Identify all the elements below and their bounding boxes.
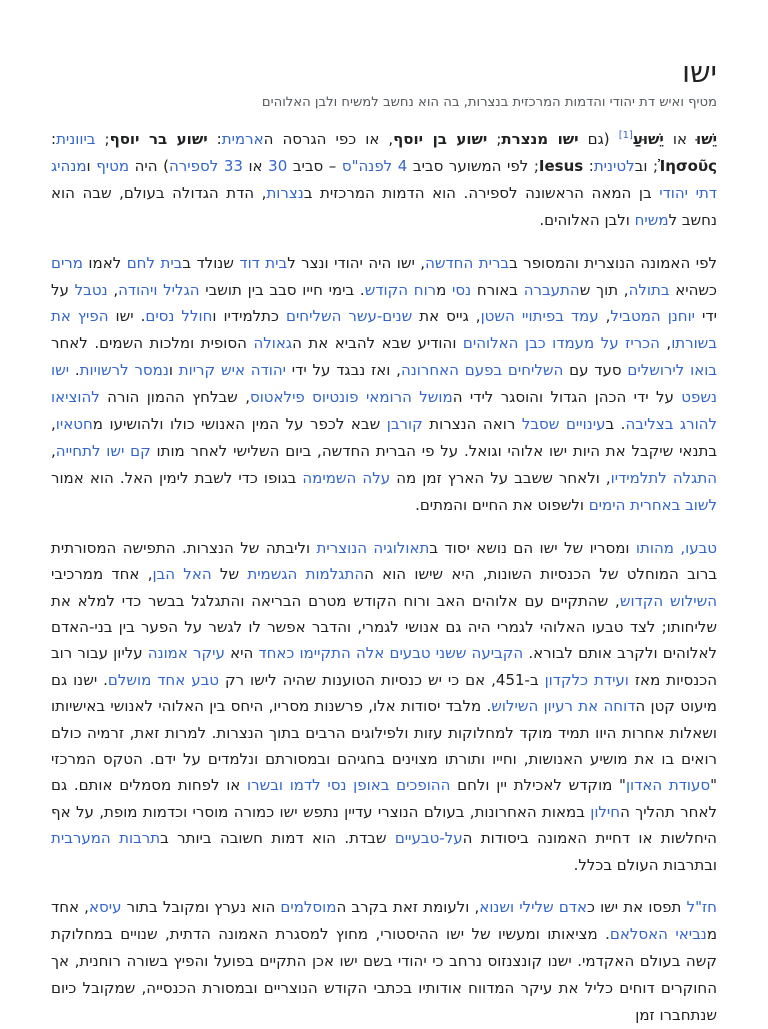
body-text: . בימי חייו סבב בין תושבי (199, 280, 365, 299)
body-text: , (659, 334, 672, 353)
body-text: היא (224, 644, 259, 663)
wiki-link[interactable]: הפיץ את בשורתו (51, 307, 717, 353)
body-text: או (242, 156, 269, 175)
wiki-link[interactable]: אדם שלילי ושנוא (479, 897, 587, 916)
body-text: , תוך ש (579, 280, 629, 299)
wiki-link[interactable]: בית דוד (239, 253, 288, 272)
wiki-link[interactable]: ביוונית (56, 130, 96, 148)
body-text: ; (95, 130, 110, 148)
wiki-link[interactable]: חז"ל (686, 897, 717, 916)
page-subtitle: מטיף ואיש דת יהודי והדמות המרכזית בנצרות, בה הוא נחשב למשיח ולבן האלוהים (261, 95, 717, 110)
wiki-link[interactable]: טבעו, מהותו (635, 538, 717, 557)
body-text: , או כפי הגרסה ה (263, 130, 394, 148)
wiki-link[interactable]: לטינית (593, 156, 635, 175)
body-text: , גייס את (412, 307, 481, 326)
body-text: ; (487, 130, 502, 148)
wiki-link[interactable]: ברית החדשה (425, 253, 510, 272)
wiki-link[interactable]: עמד בפיתויי השטן (480, 307, 599, 326)
body-text: , הדת הגדולה בעולם, שבה הוא נחשב ל (51, 183, 717, 229)
body-text: על ידי הכהן הגדול והוסגר לידי ה (452, 388, 682, 407)
body-text: : (207, 130, 222, 148)
body-text: , שהתקיים עם אלוהים האב ורוח הקודש מטרם הבריאה והתגלגל בבשר כדי למלא את שליחותו; לצד טבעו האלוהי לגמרי היה גם אנושי לגמרי, והדבר אפשר לו לגשר על הפער בין בני-האדם לאלוהים ולקרב אותם לבורא. (51, 591, 717, 663)
wiki-link[interactable]: משיח (634, 210, 669, 229)
body-text: עליון עבור רוב הכנסיות מאז (51, 644, 718, 689)
body-text: . מציאותו ומעשיו של ישו ההיסטורי, מחוץ למסגרת האמונה הדתית, שנויים במחלוקת קשה בעולם האקדמי. ישנו קונצנזוס נרחב כי יהודי בשם ישו אכן התקיים בפועל והפיץ בשורה רוחנית, אך החוקרים דוחים כליל את עיקר המדווח אודותיו בכתבי הקודש הנוצריים ובמסורת הכנסייה, שמקובל כיום שנתחברו זמן (51, 924, 717, 1024)
wiki-link[interactable]: קורבן (386, 415, 423, 434)
body-text: באורח (471, 280, 524, 299)
wiki-link[interactable]: 33 לספירה (169, 156, 243, 175)
body-text: , ולעומת זאת בקרב ה (336, 897, 480, 916)
body-text: לפי האמונה הנוצרית והמסופר ב (509, 253, 717, 272)
article-body (51, 126, 717, 1029)
body-text: סעד עם (563, 361, 628, 380)
body-text: מ (436, 280, 453, 299)
body-text: תפסו את ישו כ (587, 897, 687, 916)
wiki-link[interactable]: האל הבן (152, 565, 212, 584)
body-text: או (663, 130, 697, 148)
wiki-link[interactable]: נסי (452, 280, 472, 299)
bold-term: יֵשׁוּעַ (632, 130, 664, 148)
body-text: כתלמידיו ו (212, 307, 286, 326)
wiki-link[interactable]: מושל הרומאי פונטיוס פילאטוס (249, 388, 453, 407)
wiki-link[interactable]: סעודת האדון (625, 776, 711, 795)
wiki-link[interactable]: להוציאו להורג בצליבה (51, 388, 717, 434)
body-text: ולשפוט את החיים והמתים. (415, 495, 589, 514)
wiki-link[interactable]: מוסלמים (280, 897, 337, 916)
wiki-link[interactable]: ההופכים באופן נסי לדמו ובשרו (247, 776, 451, 795)
body-text: הסופית ומלכות השמים. לאחר (51, 334, 254, 353)
views-paragraph (51, 894, 717, 1029)
wiki-link[interactable]: עלה השמימה (302, 468, 391, 487)
body-text: ב-451, אם כי יש כנסיות הטוענות שהיה לישו רק (219, 670, 545, 689)
wiki-link[interactable]: יוחנן המטביל (610, 307, 696, 326)
body-text: . מלבד יסודות אלו, פרשנות מסריו, היחס בין האלוהי לאנושי באישיותו ושאלות אחרות היוו תמיד מוקד למחלוקות עזות ולפילוגים הרבים בתוך הנצרות. למרות זאת, זרמיה כולם רואים בו את מושיע האנושות, וחייו ותורתו מצוינים בחגיהם ובמסורתם ונלמדים על ידם. הטקס המרכזי " (51, 697, 718, 795)
wiki-link[interactable]: עיסא (88, 897, 122, 916)
wiki-link[interactable]: הכריז על מעמדו כבן האלוהים (462, 334, 660, 353)
wiki-link[interactable]: התעברה (523, 280, 580, 299)
wiki-link[interactable]: 30 (268, 156, 288, 175)
body-text: ; וב (634, 156, 659, 175)
body-text: והודיע שבא להביא את ה (292, 334, 463, 353)
wiki-link[interactable]: מנהיג דתי יהודי (51, 156, 717, 202)
wiki-link[interactable]: תרבות המערבית (51, 829, 161, 848)
body-text: , בתנאי שיקבל את היות ישו אלוהי וגואל. על פי הברית החדשה, ביום השלישי לאחר מותו (51, 415, 717, 460)
body-text: , שבלחץ ההמון הורה (99, 388, 250, 407)
body-text: שנולד ב (182, 253, 240, 272)
body-text: , ואז נבגד על ידי (286, 361, 401, 380)
body-text: . ב (605, 415, 626, 434)
page-title: ישו (682, 55, 717, 89)
wiki-link[interactable]: יהודה איש קריות (178, 361, 286, 380)
body-text: , (51, 441, 56, 460)
body-text: , אחד מ (51, 897, 718, 943)
wiki-link[interactable]: 4 לפנה"ס (341, 156, 408, 175)
wiki-link[interactable]: נמסר לרשויות (79, 361, 169, 380)
bold-term: ישוע בן יוסף (393, 130, 488, 148)
wiki-link[interactable]: השילוש הקדוש (619, 591, 717, 610)
wiki-link[interactable]: עיקר אמונה (147, 644, 225, 663)
body-text: וליבתה של הנצרות. התפישה המסורתית ברוב המוחלט של הכנסיות השונות, היא שישו הוא ה (51, 538, 717, 584)
body-text: על ידי (51, 280, 717, 326)
wiki-link[interactable]: רוח הקודש (364, 280, 437, 299)
body-text: ו (86, 156, 97, 175)
bold-term: ישו מנצרת (501, 130, 579, 148)
body-text: ומסריו של ישו הם נושא יסוד ב (429, 538, 636, 557)
body-text: , ישו היה יהודי ונצר ל (287, 253, 426, 272)
wiki-link[interactable]: מטיף (96, 156, 130, 175)
wiki-link[interactable]: שנים-עשר השליחים (285, 307, 413, 326)
wiki-link[interactable]: התגלה לתלמידיו (610, 468, 717, 487)
wiki-link[interactable]: לשוב באחרית הימים (588, 495, 717, 514)
theology-paragraph (51, 535, 717, 878)
body-text: , ולאחר ששבב על הארץ זמן מה (390, 468, 611, 487)
body-text: ; לפי המשוער סביב (407, 156, 539, 175)
wiki-link[interactable]: ועידת כלקדון (544, 670, 629, 689)
bold-term: יֵשׁוּ (696, 130, 717, 148)
wiki-link[interactable]: נביאי האסלאם (609, 924, 707, 943)
wiki-link[interactable]: בואו לירושלים (627, 361, 717, 380)
wiki-link[interactable]: מרים (51, 253, 83, 272)
bold-term: Ἰησοῦς (658, 156, 717, 175)
body-text: שבא לכפר על המין האנושי כולו ולהושיעו מ (92, 415, 387, 434)
body-text: ולבן האלוהים. (539, 210, 635, 229)
body-text: . ישו (108, 307, 146, 326)
beliefs-paragraph (51, 250, 717, 519)
body-text: או לפחות מסמלים אותם. גם לאחר תהליך ה (51, 776, 717, 821)
wiki-link[interactable]: חטאיו (55, 415, 93, 434)
body-text: הוא נערץ ומקובל בתור (121, 897, 281, 916)
body-text: במאות האחרונות, בעולם הנוצרי עדיין נתפש ישו כמורה מוסרי וכדמות מופת, על אף היחלשות או דחיית האמונה ביסודות ה (51, 802, 717, 848)
wiki-link[interactable]: הקביעה ששני טבעים אלה התקיימו כאחד (258, 644, 524, 663)
wiki-link[interactable]: חולל נסים (145, 307, 213, 326)
intro-paragraph (51, 126, 717, 234)
body-text: ) היה (129, 156, 169, 175)
body-text: ובתרבות העולם בכלל. (573, 855, 717, 874)
body-text: שבדת. הוא דמות חשובה ביותר ב (160, 829, 395, 848)
body-text: , (598, 307, 611, 326)
body-text: בן המאה הראשונה לספירה. הוא הדמות המרכזית ב (303, 183, 660, 202)
wiki-link[interactable]: תאולוגיה הנוצרית (316, 538, 430, 557)
bold-term: Iesus (538, 156, 584, 175)
body-text: . (69, 361, 80, 380)
wiki-link[interactable]: ישו נשפט (51, 361, 717, 407)
wiki-link[interactable]: דוחה את רעיון השילוש (491, 697, 636, 716)
body-text: בגופו כדי לשבת לימין האל. הוא אמור (51, 468, 303, 487)
wiki-link[interactable]: טבע אחד מושלם (107, 670, 220, 689)
body-text: , (107, 280, 119, 299)
body-text: . ישנו גם מיעוט קטן ה (51, 670, 717, 716)
wiki-link[interactable]: הגליל ויהודה (118, 280, 200, 299)
wiki-link[interactable]: קם ישו לתחייה (55, 441, 151, 460)
body-text: (גם (578, 130, 619, 148)
wiki-link[interactable]: בתולה (628, 280, 670, 299)
body-text: של (211, 565, 248, 584)
body-text: כשהיא (669, 280, 717, 299)
body-text: ו (168, 361, 179, 380)
bold-term: ישוע בר יוסף (109, 130, 208, 148)
wiki-link[interactable]: בית לחם (126, 253, 183, 272)
wiki-link[interactable]: נטבל (74, 280, 108, 299)
wiki-link[interactable]: גאולה (253, 334, 293, 353)
wiki-link[interactable]: התגלמות הגשמית (247, 565, 365, 584)
body-text: – סביב (287, 156, 342, 175)
wiki-link[interactable]: ארמית (221, 130, 264, 148)
wiki-link[interactable]: השליחים בפעם האחרונה (400, 361, 564, 380)
body-text: , אחד ממרכיבי (51, 565, 153, 584)
wiki-link[interactable]: על-טבעיים (394, 829, 463, 848)
body-text: : (51, 130, 57, 148)
body-text: רואה הנצרות (422, 415, 522, 434)
body-text: : (583, 156, 594, 175)
wiki-link[interactable]: חילון (590, 802, 621, 821)
wiki-link[interactable]: נצרות (266, 183, 304, 202)
wiki-link[interactable]: עינויים שסבל (521, 415, 606, 434)
reference-link[interactable]: [1] (618, 130, 633, 141)
body-text: " מוקדש לאכילת יין ולחם (450, 776, 626, 795)
body-text: לאמו (82, 253, 127, 272)
